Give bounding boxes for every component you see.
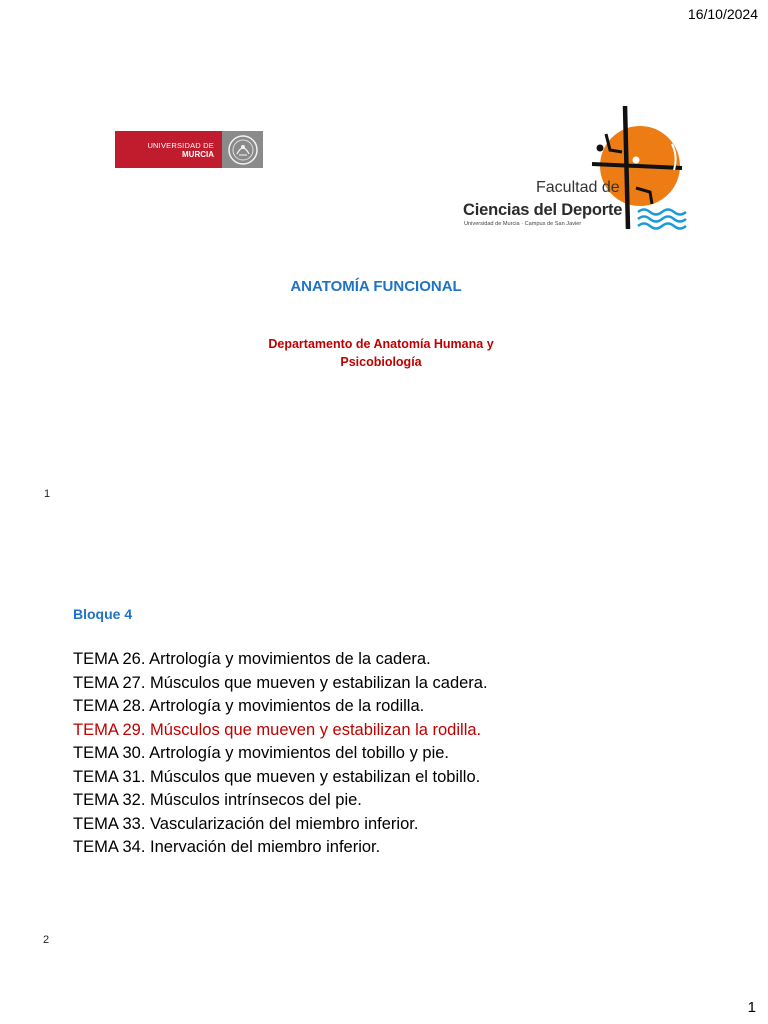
topic-item: TEMA 29. Músculos que mueven y estabilizan la rodilla. <box>73 720 482 739</box>
department-name <box>0 335 762 371</box>
faculty-logo-line2: Ciencias del Deporte <box>463 201 623 219</box>
print-date: 16/10/2024 <box>687 6 758 22</box>
department-line2: Psicobiología <box>340 355 422 369</box>
topic-item: TEMA 27. Músculos que mueven y estabilizan la cadera. <box>73 673 488 692</box>
university-seal-icon <box>222 131 263 168</box>
topic-item: TEMA 32. Músculos intrínsecos del pie. <box>73 791 362 809</box>
page-number: 1 <box>747 999 756 1016</box>
faculty-logo-line1: Facultad de <box>536 179 620 196</box>
university-logo-line2: MURCIA <box>182 149 214 159</box>
topic-list <box>73 648 488 860</box>
topic-item: TEMA 28. Artrología y movimientos de la rodilla. <box>73 697 425 715</box>
faculty-logo <box>460 104 704 232</box>
block-heading: Bloque 4 <box>73 606 133 622</box>
department-line1: Departamento de Anatomía Humana y <box>268 337 494 351</box>
slide-number-1: 1 <box>44 488 51 500</box>
topic-item: TEMA 33. Vascularización del miembro inferior. <box>73 814 419 833</box>
topic-item: TEMA 34. Inervación del miembro inferior. <box>73 838 381 856</box>
faculty-logo-line3: Universidad de Murcia · Campus de San Javier <box>464 221 582 227</box>
university-logo-text <box>115 131 222 168</box>
course-title: ANATOMÍA FUNCIONAL <box>290 278 462 295</box>
topic-item: TEMA 30. Artrología y movimientos del tobillo y pie. <box>73 744 450 762</box>
slide-number-2: 2 <box>43 934 50 946</box>
topic-item: TEMA 31. Músculos que mueven y estabilizan el tobillo. <box>73 767 481 786</box>
topic-item: TEMA 26. Artrología y movimientos de la cadera. <box>73 650 431 668</box>
university-logo <box>115 131 263 168</box>
university-logo-line1: UNIVERSIDAD DE <box>147 140 214 150</box>
